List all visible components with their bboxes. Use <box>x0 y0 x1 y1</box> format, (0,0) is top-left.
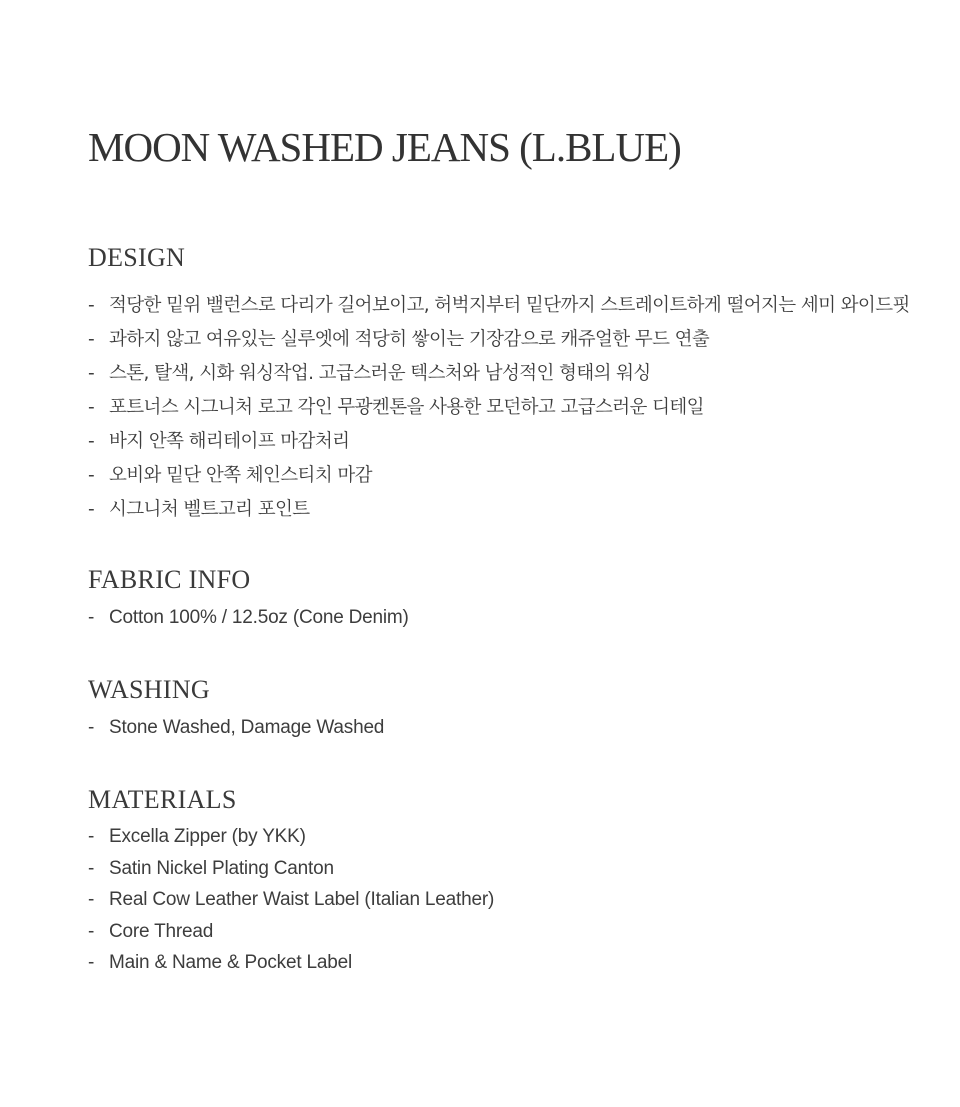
list-item <box>88 602 409 634</box>
bullet-dash: - <box>88 826 95 847</box>
list-item <box>88 459 910 493</box>
list-item <box>88 357 910 391</box>
list-item <box>88 853 494 885</box>
list-item-text: 시그니처 벨트고리 포인트 <box>109 499 310 520</box>
list-item <box>88 821 494 853</box>
list-item <box>88 289 910 323</box>
list-item <box>88 712 384 744</box>
bullet-dash: - <box>88 607 95 628</box>
list-item-text: Core Thread <box>109 920 214 942</box>
list-item <box>88 916 494 948</box>
list-item <box>88 884 494 916</box>
list-item-text: 포트너스 시그니처 로고 각인 무광켄톤을 사용한 모던하고 고급스러운 디테일 <box>109 397 704 418</box>
bullet-dash: - <box>88 295 95 316</box>
list-item-text: Stone Washed, Damage Washed <box>109 717 385 738</box>
bullet-dash: - <box>88 920 95 942</box>
bullet-dash: - <box>88 499 95 520</box>
list-item <box>88 947 494 979</box>
bullet-dash: - <box>88 857 95 879</box>
bullet-dash: - <box>88 952 95 973</box>
list-item-text: Real Cow Leather Waist Label (Italian Leather) <box>109 889 495 910</box>
materials-section-title: MATERIALS <box>88 785 237 814</box>
list-item <box>88 493 910 527</box>
washing-section-title: WASHING <box>88 675 210 704</box>
bullet-dash: - <box>88 717 95 738</box>
list-item-text: 스톤, 탈색, 시화 워싱작업. 고급스러운 텍스처와 남성적인 형태의 워싱 <box>109 363 651 384</box>
bullet-dash: - <box>88 329 95 350</box>
washing-list <box>88 712 384 744</box>
bullet-dash: - <box>88 397 95 418</box>
list-item-text: 적당한 밑위 밸런스로 다리가 길어보이고, 허벅지부터 밑단까지 스트레이트하게 떨어지는 세미 와이드핏 <box>109 295 910 316</box>
list-item <box>88 391 910 425</box>
fabric-info-section-title: FABRIC INFO <box>88 565 251 594</box>
materials-list <box>88 821 494 979</box>
list-item-text: Main & Name & Pocket Label <box>109 952 352 973</box>
list-item-text: 오비와 밑단 안쪽 체인스티치 마감 <box>109 465 372 486</box>
list-item-text: Satin Nickel Plating Canton <box>109 857 334 879</box>
list-item <box>88 425 910 459</box>
bullet-dash: - <box>88 363 95 384</box>
design-list <box>88 289 910 527</box>
list-item-text: Cotton 100% / 12.5oz (Cone Denim) <box>109 607 409 628</box>
bullet-dash: - <box>88 889 95 910</box>
product-title: MOON WASHED JEANS (L.BLUE) <box>88 124 681 170</box>
bullet-dash: - <box>88 465 95 486</box>
list-item-text: Excella Zipper (by YKK) <box>109 826 306 847</box>
design-section-title: DESIGN <box>88 243 186 272</box>
list-item <box>88 323 910 357</box>
fabric-info-list <box>88 602 409 634</box>
bullet-dash: - <box>88 431 95 452</box>
list-item-text: 바지 안쪽 해리테이프 마감처리 <box>109 431 350 452</box>
list-item-text: 과하지 않고 여유있는 실루엣에 적당히 쌓이는 기장감으로 캐쥬얼한 무드 연출 <box>109 329 710 350</box>
